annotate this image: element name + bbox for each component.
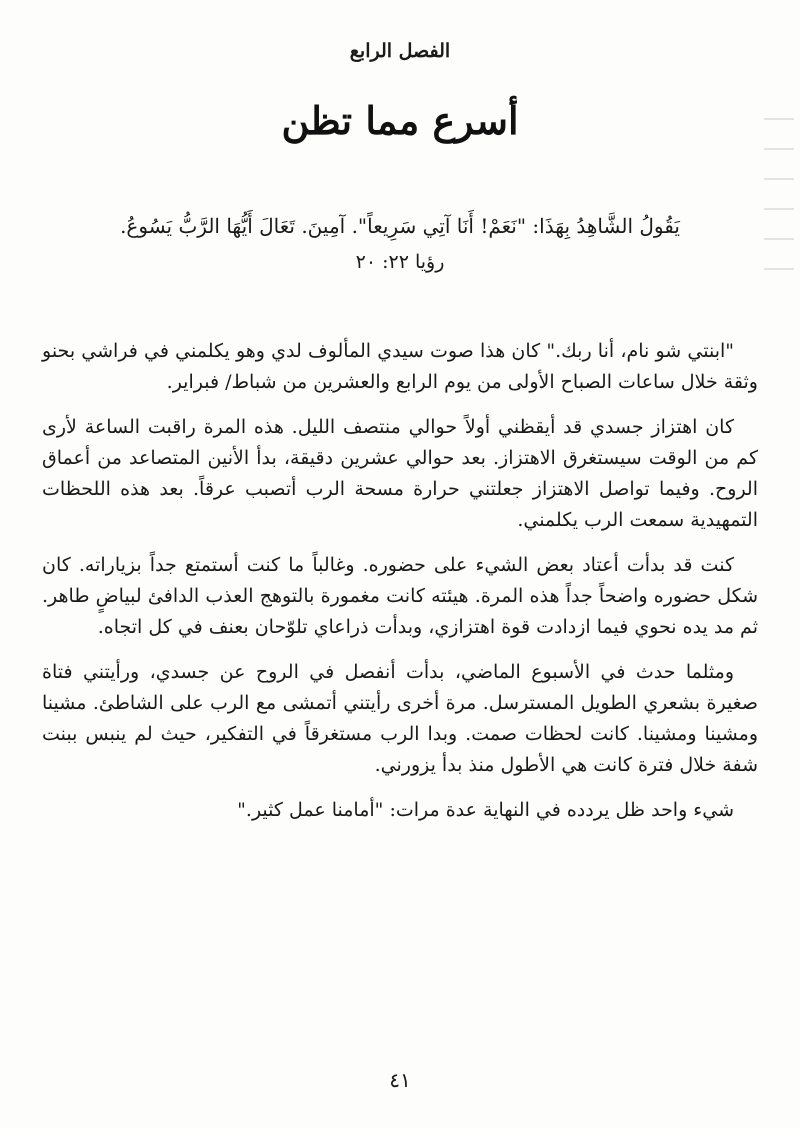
chapter-body (42, 336, 758, 840)
paragraph: ومثلما حدث في الأسبوع الماضي، بدأت أنفصل في الروح عن جسدي، ورأيتني فتاة صغيرة بشعري الطويل المسترسل. مرة أخرى رأيتني أتمشى مع الرب على الشاطئ. مشينا ومشينا ومشينا. كانت لحظات صمت. وبدا الرب مستغرقاً في التفكير، حيث لم ينبس ببنت شفة خلال فترة كانت هي الأطول منذ بدأ يزورني. (42, 661, 758, 776)
paragraph: كنت قد بدأت أعتاد بعض الشيء على حضوره. وغالباً ما كنت أستمتع جداً بزياراته. كان شكل حضوره واضحاً جداً هذه المرة. هيئته كانت مغمورة بالتوهج العذب الدافئ لبياضٍ طاهر. ثم مد يده نحوي فيما ازدادت قوة اهتزازي، وبدأت ذراعاي تلوّحان بعنف في كل اتجاه. (42, 554, 758, 638)
epigraph (100, 208, 700, 280)
paragraph: كان اهتزاز جسدي قد أيقظني أولاً حوالي منتصف الليل. هذه المرة راقبت الساعة لأرى كم من الوقت سيستغرق الاهتزاز. بعد حوالي عشرين دقيقة، بدأ الأنين المتصاعد من أعماق الروح. وفيما تواصل الاهتزاز جعلتني حرارة مسحة الرب أتصبب عرقاً. بعد هذه اللحظات التمهيدية سمعت الرب يكلمني. (42, 416, 758, 531)
chapter-label: الفصل الرابع (349, 40, 451, 62)
chapter-title: أسرع مما تظن (281, 98, 519, 143)
page-number: ٤١ (389, 1068, 411, 1092)
paragraph: "ابنتي شو نام، أنا ربك." كان هذا صوت سيدي المألوف لدي وهو يكلمني في فراشي بحنو وثقة خلال ساعات الصباح الأولى من يوم الرابع والعشرين من شباط/ فبراير. (42, 340, 758, 393)
paragraph: شيء واحد ظل يردده في النهاية عدة مرات: "أمامنا عمل كثير." (237, 799, 734, 821)
epigraph-reference: رؤيا ٢٢: ٢٠ (355, 251, 445, 273)
epigraph-quote: يَقُولُ الشَّاهِدُ بِهَذَا: "نَعَمْ! أَنَا آتِي سَرِيعاً". آمِينَ. تَعَالَ أَيُّهَا الرَّبُّ يَسُوعُ. (120, 214, 680, 238)
